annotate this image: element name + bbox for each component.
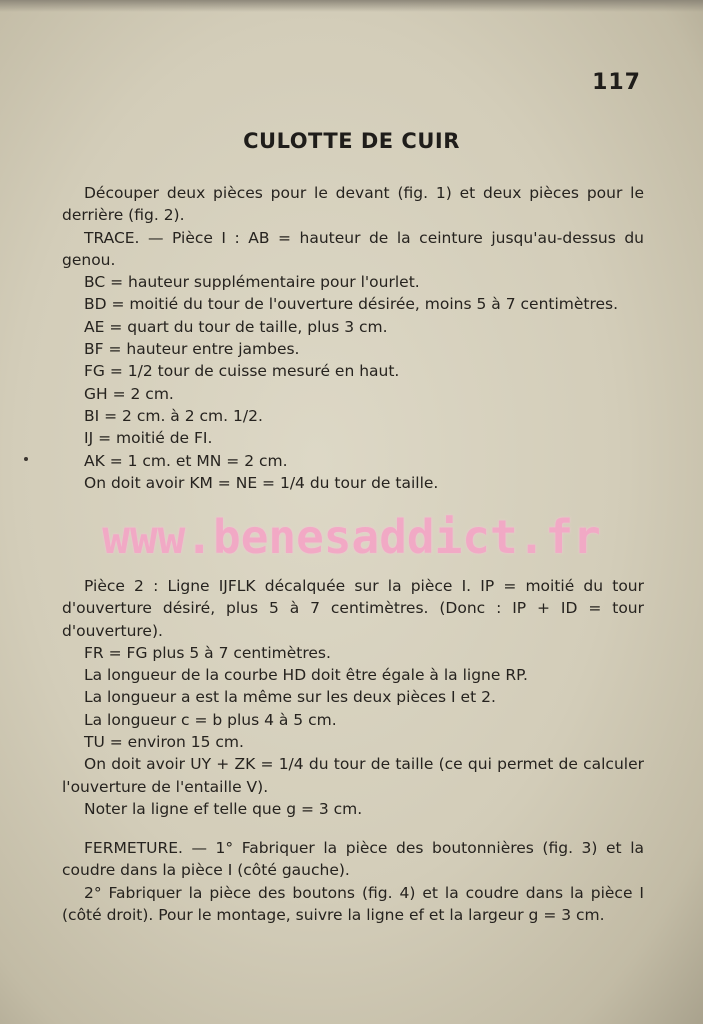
page-top-edge: [0, 0, 703, 12]
instructions-piece-2: [62, 575, 644, 820]
paragraph: BC = hauteur supplémentaire pour l'ourlet.: [84, 273, 420, 292]
paragraph: BF = hauteur entre jambes.: [84, 340, 300, 359]
paragraph: FG = 1/2 tour de cuisse mesuré en haut.: [84, 362, 400, 381]
paragraph: 2° Fabriquer la pièce des boutons (fig. 4) et la coudre dans la pièce I (côté droit). Pour le montage, suivre la ligne ef et la largeur g = 3 cm.: [62, 883, 644, 924]
paragraph: TRACE. — Pièce I : AB = hauteur de la ceinture jusqu'au-dessus du genou.: [62, 228, 644, 269]
page-number: 117: [592, 70, 641, 95]
paragraph: La longueur a est la même sur les deux pièces I et 2.: [84, 688, 496, 707]
paragraph: TU = environ 15 cm.: [84, 733, 244, 752]
paragraph: FR = FG plus 5 à 7 centimètres.: [84, 643, 331, 662]
instructions-piece-1: [62, 182, 644, 494]
paragraph: La longueur c = b plus 4 à 5 cm.: [84, 710, 337, 729]
paragraph: Découper deux pièces pour le devant (fig. 1) et deux pièces pour le derrière (fig. 2).: [62, 184, 644, 225]
paragraph: Noter la ligne ef telle que g = 3 cm.: [84, 799, 363, 818]
paragraph: On doit avoir UY + ZK = 1/4 du tour de taille (ce qui permet de calculer l'ouverture de l'entaille V).: [62, 755, 644, 796]
page-title: CULOTTE DE CUIR: [243, 129, 460, 153]
paper-speck: [24, 457, 28, 461]
paragraph: FERMETURE. — 1° Fabriquer la pièce des boutonnières (fig. 3) et la coudre dans la pièce I (côté gauche).: [62, 839, 644, 880]
watermark: www.benesaddict.fr: [102, 510, 601, 564]
paragraph: BI = 2 cm. à 2 cm. 1/2.: [84, 406, 263, 425]
instructions-fermeture: [62, 837, 644, 926]
paragraph: BD = moitié du tour de l'ouverture désirée, moins 5 à 7 centimètres.: [84, 295, 619, 314]
paragraph: AE = quart du tour de taille, plus 3 cm.: [84, 317, 388, 336]
paragraph: La longueur de la courbe HD doit être égale à la ligne RP.: [84, 666, 528, 685]
paragraph: AK = 1 cm. et MN = 2 cm.: [84, 451, 288, 470]
paragraph: IJ = moitié de FI.: [84, 429, 213, 448]
paragraph: On doit avoir KM = NE = 1/4 du tour de taille.: [84, 473, 439, 492]
paragraph: GH = 2 cm.: [84, 384, 174, 403]
paragraph: Pièce 2 : Ligne IJFLK décalquée sur la pièce I. IP = moitié du tour d'ouverture désiré, plus 5 à 7 centimètres. (Donc : IP + ID = tour d'ouverture).: [62, 577, 644, 640]
